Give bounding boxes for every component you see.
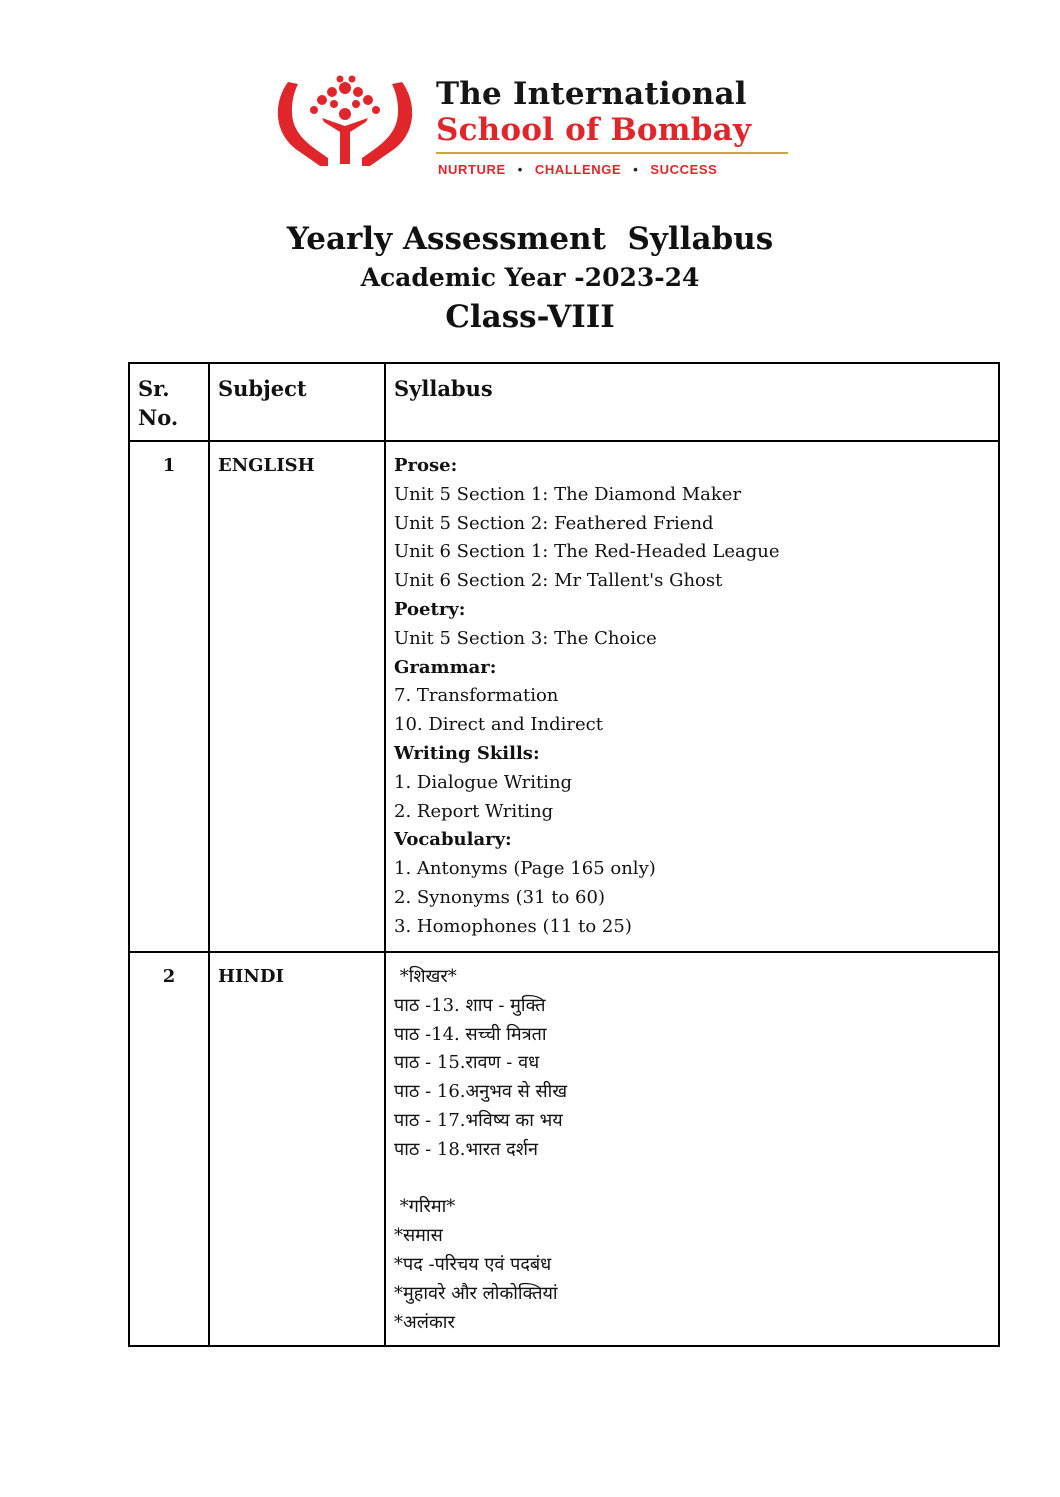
table-header-row [129,363,999,441]
subject-cell: HINDI [209,952,385,1346]
syllabus-line: Unit 6 Section 1: The Red-Headed League [394,541,780,563]
sr-no-cell: 2 [129,952,209,1346]
syllabus-line: 7. Transformation [394,685,559,707]
syllabus-table [128,362,1000,1347]
syllabus-line: *मुहावरे और लोकोक्तियां [394,1282,558,1304]
syllabus-cell [385,441,999,952]
school-emblem-icon [270,74,420,174]
school-name-line1: The International [436,76,747,112]
syllabus-line: *शिखर* [394,966,457,987]
syllabus-line: 1. Dialogue Writing [394,771,573,793]
syllabus-line: Unit 5 Section 3: The Choice [394,627,657,649]
syllabus-line: 2. Synonyms (31 to 60) [394,886,605,908]
document-titles [0,218,1060,338]
tagline-word: NURTURE [438,162,506,177]
syllabus-line: 1. Antonyms (Page 165 only) [394,858,656,880]
school-tagline [438,162,717,177]
header-sr-no: Sr. No. [129,363,209,441]
syllabus-line: पाठ - 17.भविष्य का भय [394,1109,563,1131]
syllabus-line: पाठ - 15.रावण - वध [394,1052,540,1074]
tagline-separator: • [517,162,523,177]
logo-divider [436,152,788,154]
syllabus-line: पाठ - 16.अनुभव से सीख [394,1081,568,1103]
tagline-word: SUCCESS [650,162,718,177]
syllabus-cell [385,952,999,1346]
tagline-separator: • [633,162,639,177]
syllabus-line: *अलंकार [394,1311,455,1333]
syllabus-section-heading: Writing Skills: [394,742,540,764]
syllabus-line: पाठ - 18.भारत दर्शन [394,1138,538,1160]
syllabus-line: Unit 6 Section 2: Mr Tallent's Ghost [394,570,723,592]
syllabus-line: 10. Direct and Indirect [394,714,603,736]
syllabus-section-heading: Vocabulary: [394,829,512,851]
document-title: Yearly Assessment Syllabus [286,221,774,257]
syllabus-section-heading: Grammar: [394,656,497,678]
table-row [129,952,999,1346]
syllabus-line: 3. Homophones (11 to 25) [394,915,632,937]
syllabus-line [394,1165,990,1194]
table-row [129,441,999,952]
syllabus-line: *पद -परिचय एवं पदबंध [394,1253,552,1275]
academic-year: Academic Year -2023-24 [360,263,700,292]
school-logo [270,74,800,184]
subject-cell: ENGLISH [209,441,385,952]
syllabus-line: 2. Report Writing [394,800,554,822]
sr-no-cell: 1 [129,441,209,952]
syllabus-line: *समास [394,1225,443,1247]
syllabus-line: Unit 5 Section 2: Feathered Friend [394,512,714,534]
header-syllabus: Syllabus [385,363,999,441]
syllabus-line: Unit 5 Section 1: The Diamond Maker [394,483,742,505]
syllabus-line: *गरिमा* [394,1196,456,1218]
class-name: Class-VIII [445,299,615,335]
tagline-word: CHALLENGE [534,162,622,177]
header-subject: Subject [209,363,385,441]
school-name-line2: School of Bombay [436,112,752,148]
syllabus-section-heading: Prose: [394,455,458,476]
syllabus-section-heading: Poetry: [394,598,466,620]
syllabus-line: पाठ -14. सच्ची मित्रता [394,1023,547,1045]
syllabus-line: पाठ -13. शाप - मुक्ति [394,994,546,1016]
